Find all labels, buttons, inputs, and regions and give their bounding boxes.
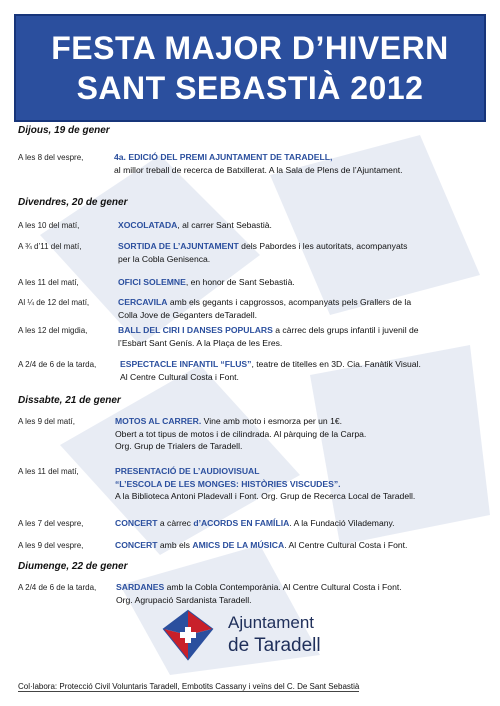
event-time: A 2/4 de 6 de la tarda,	[18, 360, 97, 369]
event-description	[114, 151, 403, 176]
event-description	[118, 240, 407, 265]
event-detail: amb la Cobla Contemporània. Al Centre Cultural Costa i Font.	[164, 582, 402, 592]
event-detail: , teatre de titelles en 3D. Cia. Fanàtik Visual.	[251, 359, 421, 369]
day-heading: Divendres, 20 de gener	[18, 197, 128, 208]
event-detail: a càrrec dels grups infantil i juvenil de	[272, 325, 419, 335]
event-description	[116, 581, 402, 606]
event-detail: Org. Agrupació Sardanista Taradell.	[116, 594, 252, 605]
event-description	[115, 465, 415, 503]
event-detail: Vine amb moto i esmorza per un 1€.	[201, 416, 343, 426]
event-detail: amb els	[157, 540, 193, 550]
event-detail: al millor treball de recerca de Batxillerat. A la Sala de Plens de l’Ajuntament.	[114, 164, 403, 175]
event-detail: . A la Fundació Vilademany.	[289, 518, 395, 528]
event-subtitle: “L’ESCOLA DE LES MONGES: HISTÒRIES VISCUDES”.	[115, 478, 341, 489]
event-description	[115, 415, 366, 453]
event-detail: Al Centre Cultural Costa i Font.	[120, 371, 239, 382]
event-title: SARDANES	[116, 582, 165, 592]
event-detail: , en honor de Sant Sebastià.	[185, 277, 295, 287]
event-time: A les 9 del vespre,	[18, 541, 84, 550]
logo-text-line-2: de Taradell	[228, 635, 321, 656]
event-title: 4a. EDICIÓ DEL PREMI AJUNTAMENT DE TARADELL,	[114, 152, 333, 162]
title-banner	[14, 14, 486, 122]
event-title: SORTIDA DE L’AJUNTAMENT	[118, 241, 239, 251]
event-title: OFICI SOLEMNE	[118, 277, 186, 287]
event-detail: Obert a tot tipus de motos i de cilindrada. Al pàrquing de la Carpa.	[115, 428, 367, 439]
event-title: ESPECTACLE INFANTIL “FLUS”	[120, 359, 252, 369]
event-title: CERCAVILA	[118, 297, 168, 307]
event-description	[118, 324, 419, 349]
event-time: A 2/4 de 6 de la tarda,	[18, 583, 97, 592]
event-description	[120, 358, 421, 383]
town-council-logo	[162, 607, 342, 663]
logo-text-line-1: Ajuntament	[228, 613, 314, 632]
event-description	[115, 539, 407, 552]
event-title: PRESENTACIÓ DE L’AUDIOVISUAL	[115, 466, 260, 476]
event-time: A les 11 del matí,	[18, 467, 79, 476]
event-time: A les 9 del matí,	[18, 417, 75, 426]
event-description	[115, 517, 395, 530]
event-detail: dels Pabordes i les autoritats, acompanyats	[238, 241, 408, 251]
event-time: A les 7 del vespre,	[18, 519, 84, 528]
title-line-2: SANT SEBASTIÀ 2012	[76, 70, 424, 106]
title-line-1: FESTA MAJOR D’HIVERN	[51, 30, 449, 66]
event-time: Al ¼ de 12 del matí,	[18, 298, 90, 307]
event-detail: a càrrec	[157, 518, 194, 528]
day-heading: Diumenge, 22 de gener	[18, 561, 128, 572]
event-time: A les 12 del migdia,	[18, 326, 88, 335]
event-time: A les 10 del matí,	[18, 221, 80, 230]
event-detail: A la Biblioteca Antoni Pladevall i Font. Org. Grup de Recerca Local de Taradell.	[115, 491, 416, 501]
coat-of-arms-icon	[162, 609, 214, 661]
event-title: CONCERT	[115, 540, 158, 550]
event-detail: Org. Grup de Trialers de Taradell.	[115, 441, 243, 451]
event-time: A les 11 del matí,	[18, 278, 79, 287]
event-detail: amb els gegants i capgrossos, acompanyats pels Grallers de la	[167, 297, 412, 307]
event-time: A les 8 del vespre,	[18, 153, 84, 162]
event-performer: d’ACORDS EN FAMÍLIA	[193, 518, 290, 528]
event-title: XOCOLATADA	[118, 220, 178, 230]
event-title: MOTOS AL CARRER.	[115, 416, 202, 426]
event-time: A ¾ d’11 del matí,	[18, 242, 82, 251]
event-detail: l’Esbart Sant Genís. A la Plaça de les Eres.	[118, 337, 283, 348]
collaborators-footer: Col·labora: Protecció Civil Voluntaris Taradell, Embotits Cassany i veïns del C. De Sant Sebastià	[18, 682, 360, 691]
event-title: BALL DEL CIRI I DANSES POPULARS	[118, 325, 273, 335]
event-description	[118, 276, 295, 289]
event-detail: , al carrer Sant Sebastià.	[177, 220, 272, 230]
event-description	[118, 296, 411, 321]
event-detail: Colla Jove de Geganters deTaradell.	[118, 309, 258, 320]
event-performer: AMICS DE LA MÚSICA	[192, 540, 285, 550]
event-description	[118, 219, 272, 232]
event-title: CONCERT	[115, 518, 158, 528]
day-heading: Dissabte, 21 de gener	[18, 395, 121, 406]
day-heading: Dijous, 19 de gener	[18, 125, 110, 136]
event-detail: . Al Centre Cultural Costa i Font.	[284, 540, 408, 550]
event-detail: per la Cobla Genisenca.	[118, 253, 211, 264]
